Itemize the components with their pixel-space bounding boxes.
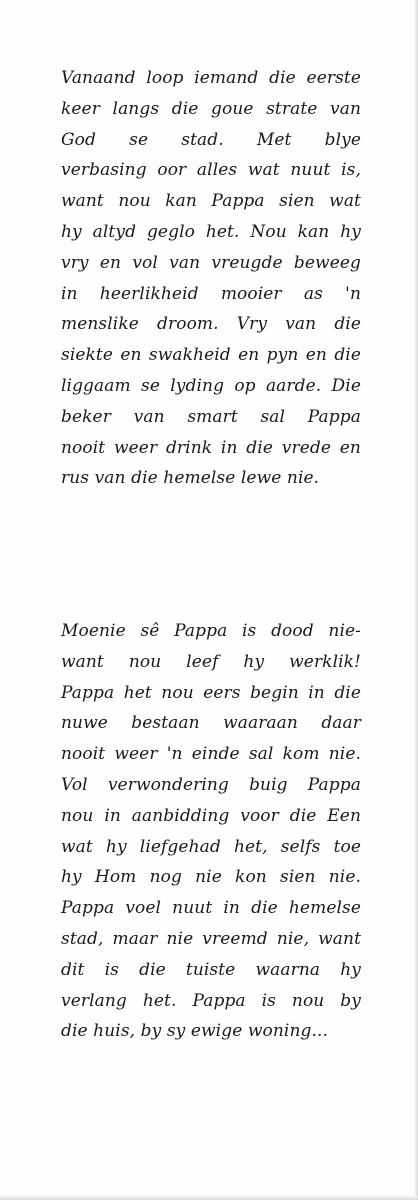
text-line: verbasing oor alles wat nuut is,	[61, 160, 361, 181]
text-line: verlang het. Pappa is nou by	[61, 990, 361, 1011]
text-line: beker van smart sal Pappa	[61, 406, 361, 427]
paragraph-2	[61, 616, 361, 1047]
text-line: keer langs die goue strate van	[61, 98, 361, 119]
text-line: God se stad. Met blye	[61, 129, 361, 150]
text-line: stad, maar nie vreemd nie, want	[61, 928, 361, 949]
text-line: nooit weer drink in die vrede en	[61, 437, 361, 458]
text-line: nooit weer 'n einde sal kom nie.	[61, 744, 361, 765]
text-line: wat hy liefgehad het, selfs toe	[61, 836, 361, 857]
text-line: nuwe bestaan waaraan daar	[61, 713, 361, 734]
text-line: rus van die hemelse lewe nie.	[61, 468, 320, 489]
paper-edge-bottom	[0, 1196, 418, 1200]
text-line: hy altyd geglo het. Nou kan hy	[61, 221, 361, 242]
text-line: want nou kan Pappa sien wat	[61, 191, 361, 212]
text-line: die huis, by sy ewige woning...	[61, 1021, 328, 1042]
text-line: dit is die tuiste waarna hy	[61, 959, 361, 980]
text-line: Pappa voel nuut in die hemelse	[61, 898, 361, 919]
text-line: menslike droom. Vry van die	[61, 314, 361, 335]
text-line: vry en vol van vreugde beweeg	[61, 252, 361, 273]
text-line: in heerlikheid mooier as 'n	[61, 283, 361, 304]
text-line: nou in aanbidding voor die Een	[61, 805, 361, 826]
text-line: Vol verwondering buig Pappa	[61, 774, 361, 795]
text-line: siekte en swakheid en pyn en die	[61, 345, 361, 366]
text-line: Vanaand loop iemand die eerste	[61, 68, 361, 88]
text-line: hy Hom nog nie kon sien nie.	[61, 867, 361, 888]
text-line: want nou leef hy werklik!	[61, 651, 361, 672]
text-line: Moenie sê Pappa is dood nie-	[61, 621, 361, 641]
text-line: liggaam se lyding op aarde. Die	[61, 375, 361, 396]
paragraph-1	[61, 63, 361, 494]
text-line: Pappa het nou eers begin in die	[61, 682, 361, 703]
